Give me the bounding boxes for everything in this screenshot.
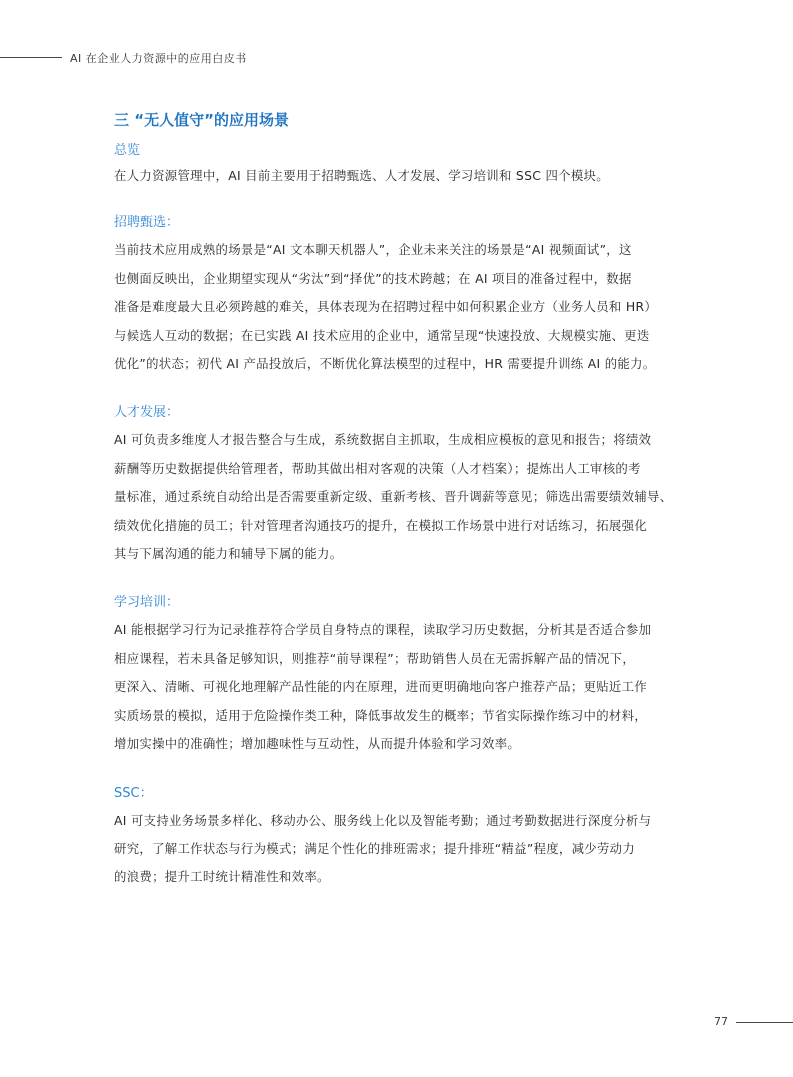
talent-line: 其与下属沟通的能力和辅导下属的能力。 [114, 546, 343, 562]
recruitment-block [114, 212, 680, 378]
talent-heading: 人才发展： [114, 405, 180, 421]
overview-text: 在人力资源管理中，AI 目前主要用于招聘甄选、人才发展、学习培训和 SSC 四个模块。 [114, 168, 609, 183]
learning-line: 相应课程，若未具备足够知识，则推荐“前导课程”；帮助销售人员在无需拆解产品的情况下， [114, 650, 636, 666]
ssc-heading: SSC： [114, 785, 153, 801]
learning-block [114, 592, 680, 758]
talent-line: 薪酬等历史数据提供给管理者，帮助其做出相对客观的决策（人才档案）；提炼出人工审核的考 [114, 460, 641, 476]
learning-line: AI 能根据学习行为记录推荐符合学员自身特点的课程，读取学习历史数据，分析其是否适合参加 [114, 622, 652, 638]
section-title: 三 “无人值守”的应用场景 [114, 111, 289, 129]
ssc-line: AI 可支持业务场景多样化、移动办公、服务线上化以及智能考勤；通过考勤数据进行深度分析与 [114, 812, 652, 828]
recruitment-line: 也侧面反映出，企业期望实现从“劣汰”到“择优”的技术跨越；在 AI 项目的准备过程中，数据 [114, 270, 632, 286]
footer-rule [736, 1022, 793, 1023]
talent-block [114, 402, 680, 568]
learning-line: 实质场景的模拟，适用于危险操作类工种，降低事故发生的概率；节省实际操作练习中的材料， [114, 707, 648, 723]
learning-line: 更深入、清晰、可视化地理解产品性能的内在原理，进而更明确地向客户推荐产品；更贴近工作 [114, 679, 648, 695]
learning-line: 增加实操中的准确性；增加趣味性与互动性，从而提升体验和学习效率。 [114, 736, 521, 752]
talent-line: 量标准，通过系统自动给出是否需要重新定级、重新考核、晋升调薪等意见；筛选出需要绩效辅导、 [114, 489, 673, 505]
recruitment-line: 准备是难度最大且必须跨越的难关，具体表现为在招聘过程中如何积累企业方（业务人员和 HR） [114, 299, 658, 315]
recruitment-line: 优化”的状态；初代 AI 产品投放后，不断优化算法模型的过程中，HR 需要提升训练 AI 的能力。 [114, 356, 656, 372]
ssc-line: 研究，了解工作状态与行为模式；满足个性化的排班需求；提升排班“精益”程度，减少劳动力 [114, 840, 636, 856]
overview-block [114, 140, 680, 190]
recruitment-line: 与候选人互动的数据；在已实践 AI 技术应用的企业中，通常呈现“快速投放、大规模实施、更迭 [114, 327, 650, 343]
header-rule [0, 57, 62, 58]
overview-heading: 总览 [114, 143, 141, 158]
page-number: 77 [714, 1015, 728, 1028]
ssc-block [114, 783, 680, 892]
ssc-line: 的浪费；提升工时统计精准性和效率。 [114, 869, 330, 885]
recruitment-heading: 招聘甄选： [114, 215, 180, 231]
page-content [114, 108, 680, 916]
talent-line: AI 可负责多维度人才报告整合与生成，系统数据自主抓取，生成相应模板的意见和报告；将绩效 [114, 432, 652, 448]
talent-line: 绩效优化措施的员工；针对管理者沟通技巧的提升，在模拟工作场景中进行对话练习，拓展强化 [114, 517, 648, 533]
running-header: AI 在企业人力资源中的应用白皮书 [70, 52, 247, 65]
recruitment-line: 当前技术应用成熟的场景是“AI 文本聊天机器人”，企业未来关注的场景是“AI 视频面试”，这 [114, 242, 632, 258]
learning-heading: 学习培训： [114, 595, 180, 611]
